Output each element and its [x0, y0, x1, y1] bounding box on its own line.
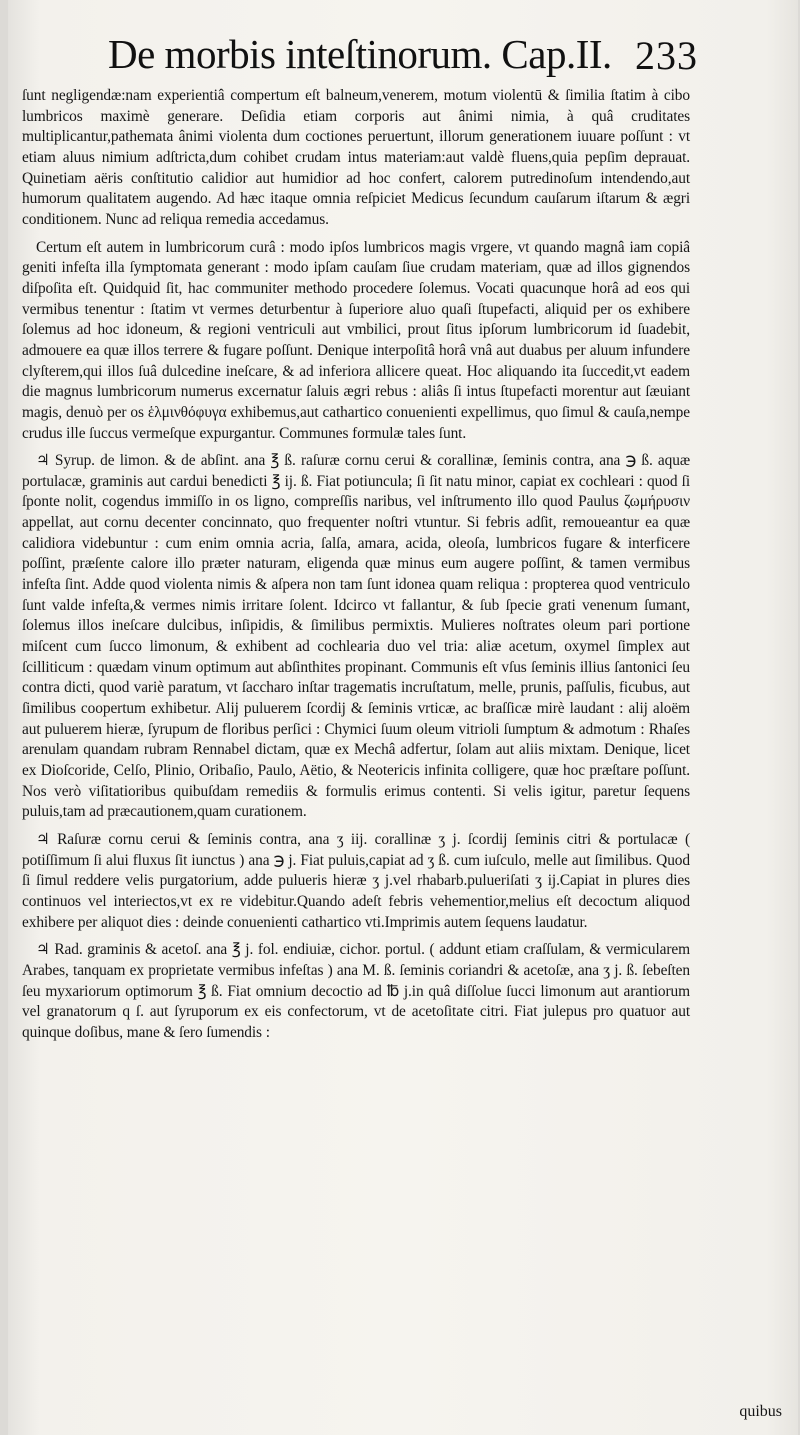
page-number: 233	[635, 33, 698, 78]
body-text	[22, 86, 690, 1051]
prescription-paragraph: ♃ Rad. graminis & acetoſ. ana ℥ j. fol. endiuiæ, cichor. portul. ( addunt etiam craſſulam, & vermicularem Arabes, tanquam ex proprietate vermibus infeſtas ) ana M. ß. ſeminis coriandri & acetoſæ, ana ʒ j. ß. ſebeſten ſeu myxariorum optimorum ℥ ß. Fiat omnium decoctio ad ℔ j.in quâ diſſolue ſucci limonum aut arantiorum vel granatorum q ſ. aut ſyruporum ex eis confectorum, vt de acetoſitate citri. Fiat julepus pro quatuor aut quinque doſibus, mane & ſero ſumendis :	[22, 941, 690, 1041]
book-page	[8, 0, 798, 1435]
catchword: quibus	[739, 1403, 782, 1420]
page-header	[108, 30, 698, 90]
paragraph: ſunt negligendæ:nam experientiâ compertum eſt balneum,venerem, motum violentū & ſimilia ſtatim à cibo lumbricos maximè generare. Deſidia etiam corporis aut ânimi nimia, à quâ cruditates multiplicantur,pathemata ânimi violenta dum coctiones peruertunt, illorum generationem iuuare poſſunt : vt etiam aluus nimium adſtricta,dum cohibet crudam intus materiam:aut valdè fluens,quia pepſim deprauat. Quinetiam aëris conſtitutio calidior aut humidior ad hoc confert, calorem putredinoſum intendendo,aut humorum qualitatem augendo. Ad hæc itaque omnia reſpiciet Medicus ſecundum cauſarum iſtarum & ægri conditionem. Nunc ad reliqua remedia accedamus.	[22, 87, 690, 228]
prescription-paragraph: ♃ Syrup. de limon. & de abſint. ana ℥ ß. raſuræ cornu cerui & corallinæ, ſeminis contra, ana ℈ ß. aquæ portulacæ, graminis aut cardui benedicti ℥ ij. ß. Fiat potiuncula; ſi ſit natu minor, capiat ex cochleari : quod ſi ſponte nolit, cogendus immiſſo in os ligno, compreſſis naribus, vel inſtrumento illo quod Paulus ζωμήρυσιν appellat, aut cornu decenter concinnato, quo frequenter noſtri vtuntur. Si febris adſit, remoueantur ea quæ calidiora videbuntur : cum enim omnia acria, ſalſa, amara, acida, oleoſa, lumbricos fugare & interficere poſſint, præſente calore illo præter naturam, eligenda quæ minus eum augere poſſint, & tamen vermibus infeſta ſint. Adde quod violenta nimis & aſpera non tam ſunt idonea quam reliqua : propterea quod ventriculo ſunt valde infeſta,& vermes nimis irritare ſolent. Idcirco vt fallantur, & ſub ſpecie grati venenum ſumant, ſolemus illos ineſcare dulcibus, inſipidis, & ſimilibus permixtis. Mulieres noſtrates oleum pari portione miſcent cum ſucco limonum, & exhibent ad cochlearia duo vel tria: aliæ acetum, oxymel ſimplex aut ſcilliticum : quædam vinum optimum aut abſinthites propinant. Communis eſt vſus ſeminis illius ſantonici ſeu contra dicti, quod variè paratum, vt ſaccharo inſtar tragematis incruſtatum, melle, prunis, paſſulis, ficubus, aut ſimilibus coopertum exhibetur. Alij puluerem ſcordij & ſeminis vrticæ, ac braſſicæ mirè laudant : alij aloëm aut puluerem hieræ, ſyrupum de floribus perſici : Chymici ſuum oleum vitrioli ſumptum & admotum : Rhaſes arenulam quandam rubram Rennabel dictam, quæ ex Mechâ adfertur, ſolam aut aliis mixtam. Denique, licet ex Dioſcoride, Celſo, Plinio, Oribaſio, Paulo, Aëtio, & Neotericis infinita colligere, quæ hoc præſtare poſſunt. Nos verò viſitatioribus quibuſdam remediis & formulis erimus contenti. Si velis igitur, paretur ſequens puluis,tam ad præcautionem,quam curationem.	[22, 452, 690, 821]
prescription-paragraph: ♃ Raſuræ cornu cerui & ſeminis contra, ana ʒ iij. corallinæ ʒ j. ſcordij ſeminis citri & portulacæ ( potiſſimum ſi alui fluxus ſit iunctus ) ana ℈ j. Fiat puluis,capiat ad ʒ ß. cum iuſculo, melle aut ſimilibus. Quod ſi ſimul reddere velis purgatorium, adde pulueris hieræ ʒ j.vel rhabarb.pulueriſati ʒ ij.Capiat in plures dies continuos vel interiectos,vt ex re videbitur.Quando adeſt febris vehementior,melius eſt decoctum aliquod exhibere per aliquot dies : deinde conuenienti cathartico vti.Imprimis autem ſequens laudatur.	[22, 830, 690, 931]
running-title: De morbis inteſtinorum. Cap.II.	[108, 31, 612, 77]
paragraph: Certum eſt autem in lumbricorum curâ : modo ipſos lumbricos magis vrgere, vt quando magnâ iam copiâ geniti infeſta illa ſymptomata generant : modo ipſam cauſam ſiue crudam materiam, quæ ad illos gignendos diſpoſita eſt. Quidquid ſit, hac communiter methodo procedere ſolemus. Vocati quacunque horâ ad eos qui vermibus tenentur : ſtatim vt vermes deturbentur à ſuperiore aluo quaſi ſtupefacti, aliquid per os exhibere ſolemus ad hoc idoneum, & regioni ventriculi aut vmbilici, prout ſitus ipſorum lumbricorum id ſuadebit, admouere ea quæ illos terrere & fugare poſſunt. Denique interpoſitâ horâ vnâ aut duabus per aluum infundere clyſterem,qui illos ſuâ dulcedine ineſcare, & ad inferiora allicere queat. Hoc aliquando ita ſuccedit,vt eadem die magnus lumbricorum numerus excernatur ſaluis ægri rebus : aliâs ſi intus ſtupefacti morentur aut ſæuiant magis, denuò per os ἑλμινθόφυγα exhibemus,aut cathartico conuenienti expellimus, quo ſimul & cauſa,nempe crudus ille ſuccus vermeſque expurgantur. Communes formulæ tales ſunt.	[22, 238, 690, 442]
